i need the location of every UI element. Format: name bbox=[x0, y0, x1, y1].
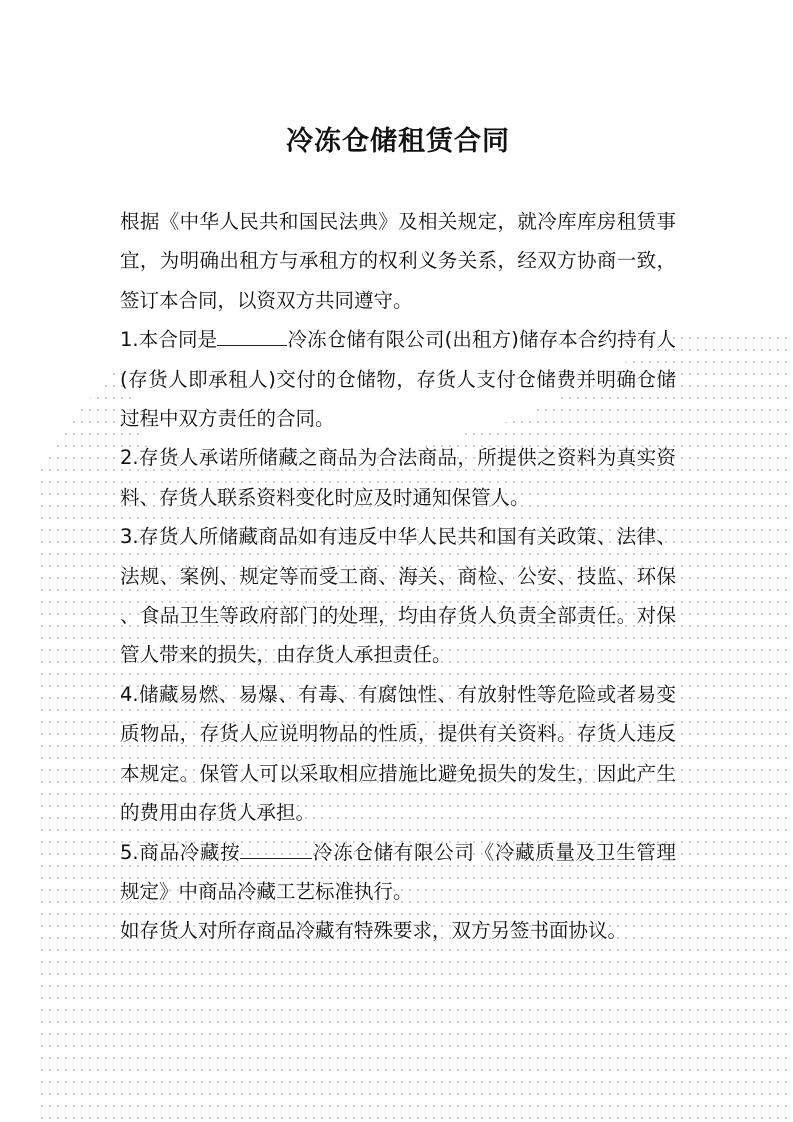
clause-1-text-rest: 冷冻仓储有限公司(出租方)储存本合约持有人(存货人即承租人)交付的仓储物，存货人支付仓储费并明确仓储过程中双方责任的合同。 bbox=[120, 328, 676, 431]
closing-paragraph: 如存货人对所存商品冷藏有特殊要求，双方另签书面协议。 bbox=[120, 919, 628, 943]
clause-3: 3.存货人所储藏商品如有违反中华人民共和国有关政策、法律、法规、案例、规定等而受工商、海关、商检、公安、技监、环保、食品卫生等政府部门的处理，均由存货人负责全部责任。对保管人带来的损失，由存货人承担责任。 bbox=[120, 525, 676, 667]
clause-5-text-rest: 冷冻仓储有限公司《冷藏质量及卫生管理规定》中商品冷藏工艺标准执行。 bbox=[120, 840, 676, 903]
clause-1 bbox=[120, 320, 676, 438]
clause-1-text-start: 1.本合同是 bbox=[120, 328, 218, 352]
clause-2: 2.存货人承诺所储藏之商品为合法商品，所提供之资料为真实资料、存货人联系资料变化时应及时通知保管人。 bbox=[120, 446, 676, 509]
document-title: 冷冻仓储租赁合同 bbox=[286, 126, 510, 157]
clause-5 bbox=[120, 833, 676, 912]
clause-5-text-start: 5.商品冷藏按 bbox=[120, 840, 241, 864]
intro-paragraph: 根据《中华人民共和国民法典》及相关规定，就冷库库房租赁事宜，为明确出租方与承租方的权利义务关系，经双方协商一致，签订本合同，以资双方共同遵守。 bbox=[120, 210, 676, 312]
clause-4: 4.储藏易燃、易爆、有毒、有腐蚀性、有放射性等危险或者易变质物品，存货人应说明物品的性质，提供有关资料。存货人违反本规定。保管人可以采取相应措施比避免损失的发生，因此产生的费用由存货人承担。 bbox=[120, 682, 676, 825]
clause-1-blank-line bbox=[217, 323, 287, 346]
clause-5-blank-line bbox=[240, 836, 312, 859]
contract-document bbox=[120, 120, 676, 951]
